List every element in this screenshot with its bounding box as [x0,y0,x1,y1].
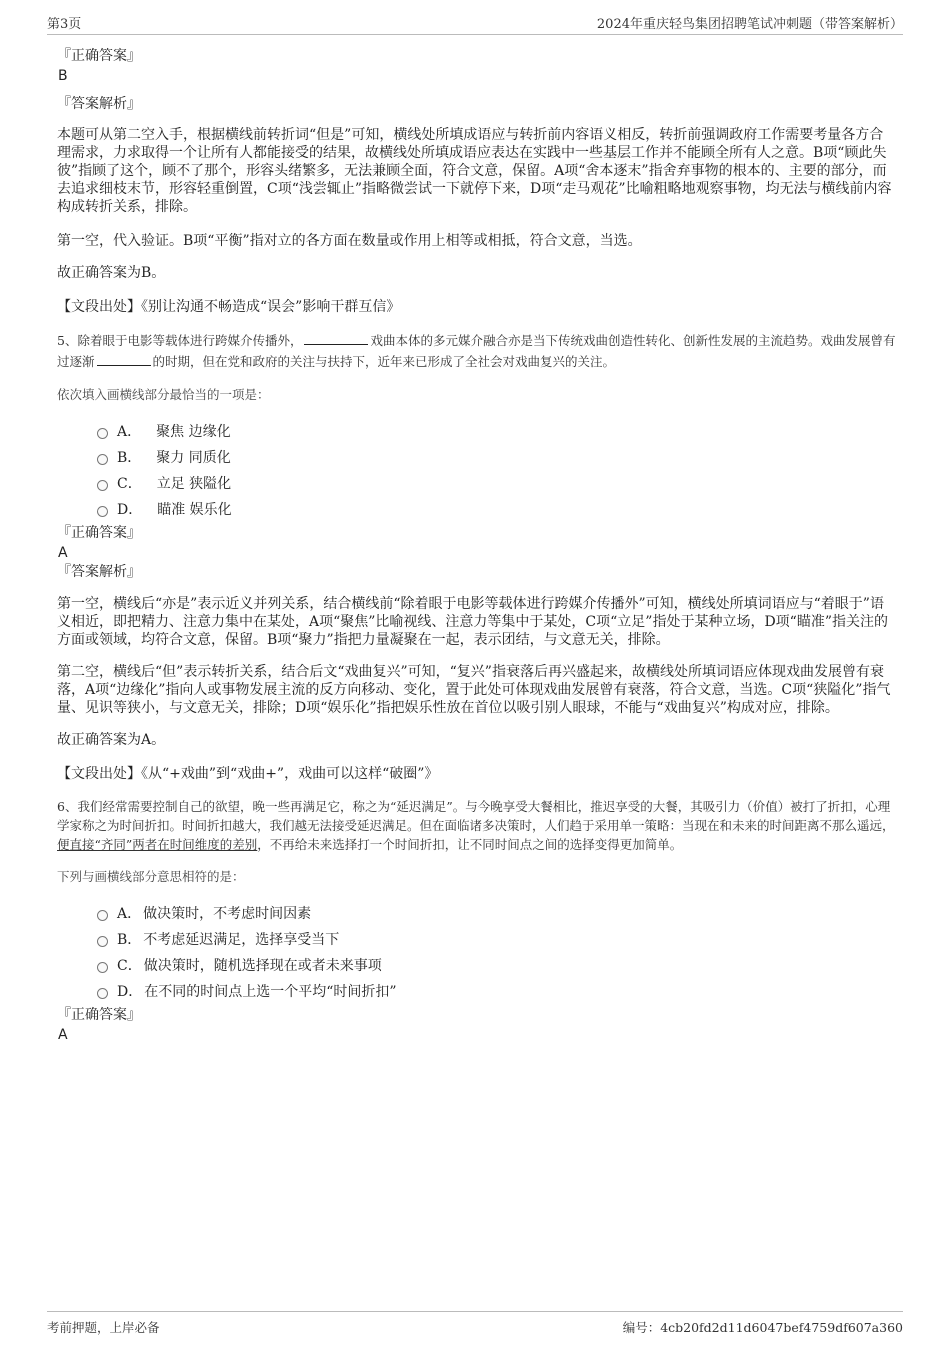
page-number: 第3页 [47,17,82,32]
option-a[interactable]: A． 聚焦 边缘化 [57,418,897,444]
question-stem: 5、除着眼于电影等载体进行跨媒介传播外， 戏曲本体的多元媒介融合亦是当下传统戏曲创造性转化、创新性发展的主流趋势。戏曲发展曾有过逐渐 的时期，但在党和政府的关注与扶持下，近年来已形成了全社会对戏曲复兴的关注。 [57,330,897,372]
radio-button[interactable] [97,480,108,491]
option-d[interactable]: D． 瞄准 娱乐化 [57,496,897,522]
analysis-label: 『答案解析』 [57,564,141,580]
document-id: 编号：4cb20fd2d11d6047bef4759df607a360 [622,1320,903,1335]
radio-button[interactable] [97,428,108,439]
radio-button[interactable] [97,454,108,465]
option-a[interactable]: A． 做决策时，不考虑时间因素 [57,900,897,926]
analysis-paragraph: 第一空，代入验证。B项“平衡”指对立的各方面在数量或作用上相等或相抵，符合文意，当选。 [57,233,642,249]
answer-label: 『正确答案』 [57,1007,141,1023]
option-c[interactable]: C． 做决策时，随机选择现在或者未来事项 [57,952,897,978]
source-citation: 【文段出处】《别让沟通不畅造成“误会”影响干群互信》 [57,299,401,315]
analysis-paragraph: 第一空，横线后“亦是”表示近义并列关系，结合横线前“除着眼于电影等载体进行跨媒介传播外”可知，横线处所填词语应与“着眼于”语义相近，即把精力、注意力集中在某处，A项“聚焦”比喻视线、注意力等集中于某处，C项“立足”指处于某种立场，D项“瞄准”指关注的方面或领域，均符合文意，保留。B项“聚力”指把力量凝聚在一起，表示团结，与文意无关，排除。 [57,596,888,648]
option-b[interactable]: B． 聚力 同质化 [57,444,897,470]
radio-button[interactable] [97,910,108,921]
options-list [57,418,897,522]
answer-value: A [58,545,68,561]
page-content [57,46,897,1044]
question-stem: 6、我们经常需要控制自己的欲望，晚一些再满足它，称之为“延迟满足”。与今晚享受大餐相比，推迟享受的大餐，其吸引力（价值）被打了折扣，心理学家称之为时间折扣。时间折扣越大，我们越无法接受延迟满足。但在面临诸多决策时，人们趋于采用单一策略：当现在和未来的时间距离不那么遥远，便直接“齐同”两者在时间维度的差别，不再给未来选择打一个时间折扣，让不同时间点之间的选择变得更加简单。 [57,799,895,852]
source-citation: 【文段出处】《从“+戏曲”到“戏曲+”，戏曲可以这样“破圈”》 [57,766,439,782]
analysis-label: 『答案解析』 [57,96,141,112]
page-header [47,12,903,35]
radio-button[interactable] [97,988,108,999]
radio-button[interactable] [97,962,108,973]
footer-slogan: 考前押题，上岸必备 [47,1320,160,1335]
radio-button[interactable] [97,506,108,517]
option-d[interactable]: D． 在不同的时间点上选一个平均“时间折扣” [57,978,897,1004]
analysis-conclusion: 故正确答案为B。 [57,265,166,281]
document-title: 2024年重庆轻鸟集团招聘笔试冲刺题（带答案解析） [596,17,903,32]
question-prompt: 依次填入画横线部分最恰当的一项是： [57,387,270,402]
option-c[interactable]: C． 立足 狭隘化 [57,470,897,496]
fill-blank [97,351,151,366]
radio-button[interactable] [97,936,108,947]
question-prompt: 下列与画横线部分意思相符的是： [57,869,245,884]
analysis-paragraph: 第二空，横线后“但”表示转折关系，结合后文“戏曲复兴”可知，“复兴”指衰落后再兴盛起来，故横线处所填词语应体现戏曲发展曾有衰落，A项“边缘化”指向人或事物发展主流的反方向移动、变化，置于此处可体现戏曲发展曾有衰落，符合文意，当选。C项“狭隘化”指气量、见识等狭小，与文意无关，排除；D项“娱乐化”指把娱乐性放在首位以吸引别人眼球，不能与“戏曲复兴”构成对应，排除。 [57,664,891,716]
option-b[interactable]: B． 不考虑延迟满足，选择享受当下 [57,926,897,952]
analysis-conclusion: 故正确答案为A。 [57,732,166,748]
options-list [57,900,897,1004]
answer-value: A [58,1027,68,1043]
fill-blank [304,330,368,345]
analysis-paragraph: 本题可从第二空入手，根据横线前转折词“但是”可知，横线处所填成语应与转折前内容语义相反，转折前强调政府工作需要考量各方合理需求，力求取得一个让所有人都能接受的结果，故横线处所填成语应表达在实践中一些基层工作并不能顾全所有人之意。B项“顾此失彼”指顾了这个，顾不了那个，形容头绪繁多，无法兼顾全面，符合文意，保留。A项“舍本逐末”指舍弃事物的根本的、主要的部分，而去追求细枝末节，形容轻重倒置，C项“浅尝辄止”指略微尝试一下就停下来，D项“走马观花”比喻粗略地观察事物，均无法与横线前内容构成转折关系，排除。 [57,127,892,215]
answer-label: 『正确答案』 [57,48,141,64]
underlined-phrase: 便直接“齐同”两者在时间维度的差别 [57,837,258,852]
page-footer [47,1311,903,1336]
answer-label: 『正确答案』 [57,525,141,541]
answer-value: B [58,68,68,84]
